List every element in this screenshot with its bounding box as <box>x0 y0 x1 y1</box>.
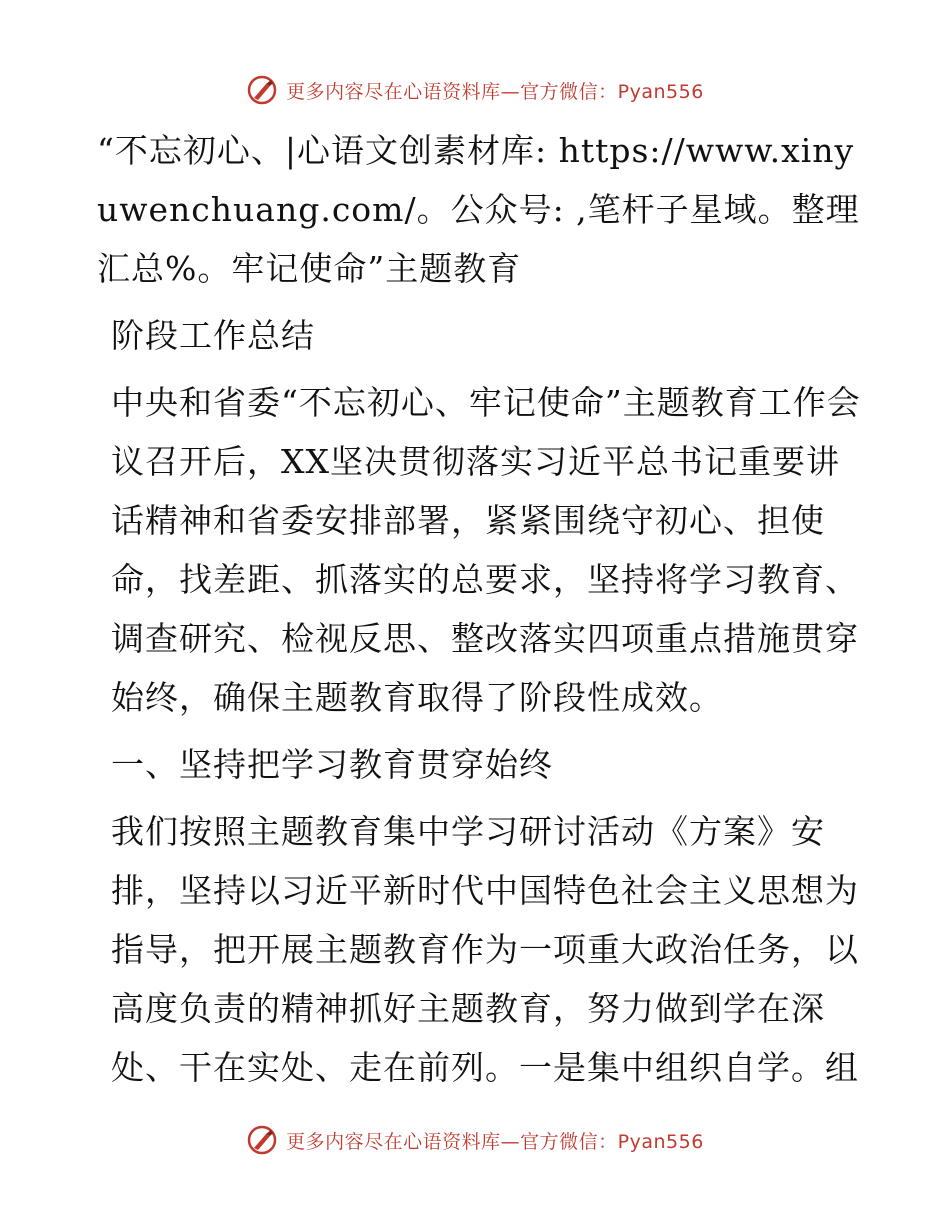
section-heading-1: 一、坚持把学习教育贯穿始终 <box>111 745 553 784</box>
watermark-text: 更多内容尽在心语资料库—官方微信：Pyan556 <box>286 1130 704 1153</box>
document-body <box>97 121 867 1097</box>
pen-logo-icon <box>246 1124 278 1156</box>
watermark-footer <box>0 1120 950 1160</box>
pen-logo-icon <box>246 74 278 106</box>
watermark-header <box>0 70 950 110</box>
paragraph-intro: 中央和省委“不忘初心、牢记使命”主题教育工作会议召开后，XX坚决贯彻落实习近平总书记重要讲话精神和省委安排部署，紧紧围绕守初心、担使命，找差距、抓落实的总要求，坚持将学习教育、调查研究、检视反思、整改落实四项重点措施贯穿始终，确保主题教育取得了阶段性成效。 <box>111 383 861 717</box>
watermark-text: 更多内容尽在心语资料库—官方微信：Pyan556 <box>286 80 704 103</box>
paragraph-section-1: 我们按照主题教育集中学习研讨活动《方案》安排，坚持以习近平新时代中国特色社会主义思想为指导，把开展主题教育作为一项重大政治任务，以高度负责的精神抓好主题教育，努力做到学在深处、干在实处、走在前列。一是集中组织自学。组 <box>111 812 859 1087</box>
paragraph-title-line: “不忘初心、|心语文创素材库: https://www.xinyuwenchuang.com/。公众号: ,笔杆子星域。整理汇总%。牢记使命”主题教育 <box>97 131 860 288</box>
paragraph-subtitle: 阶段工作总结 <box>111 316 315 355</box>
